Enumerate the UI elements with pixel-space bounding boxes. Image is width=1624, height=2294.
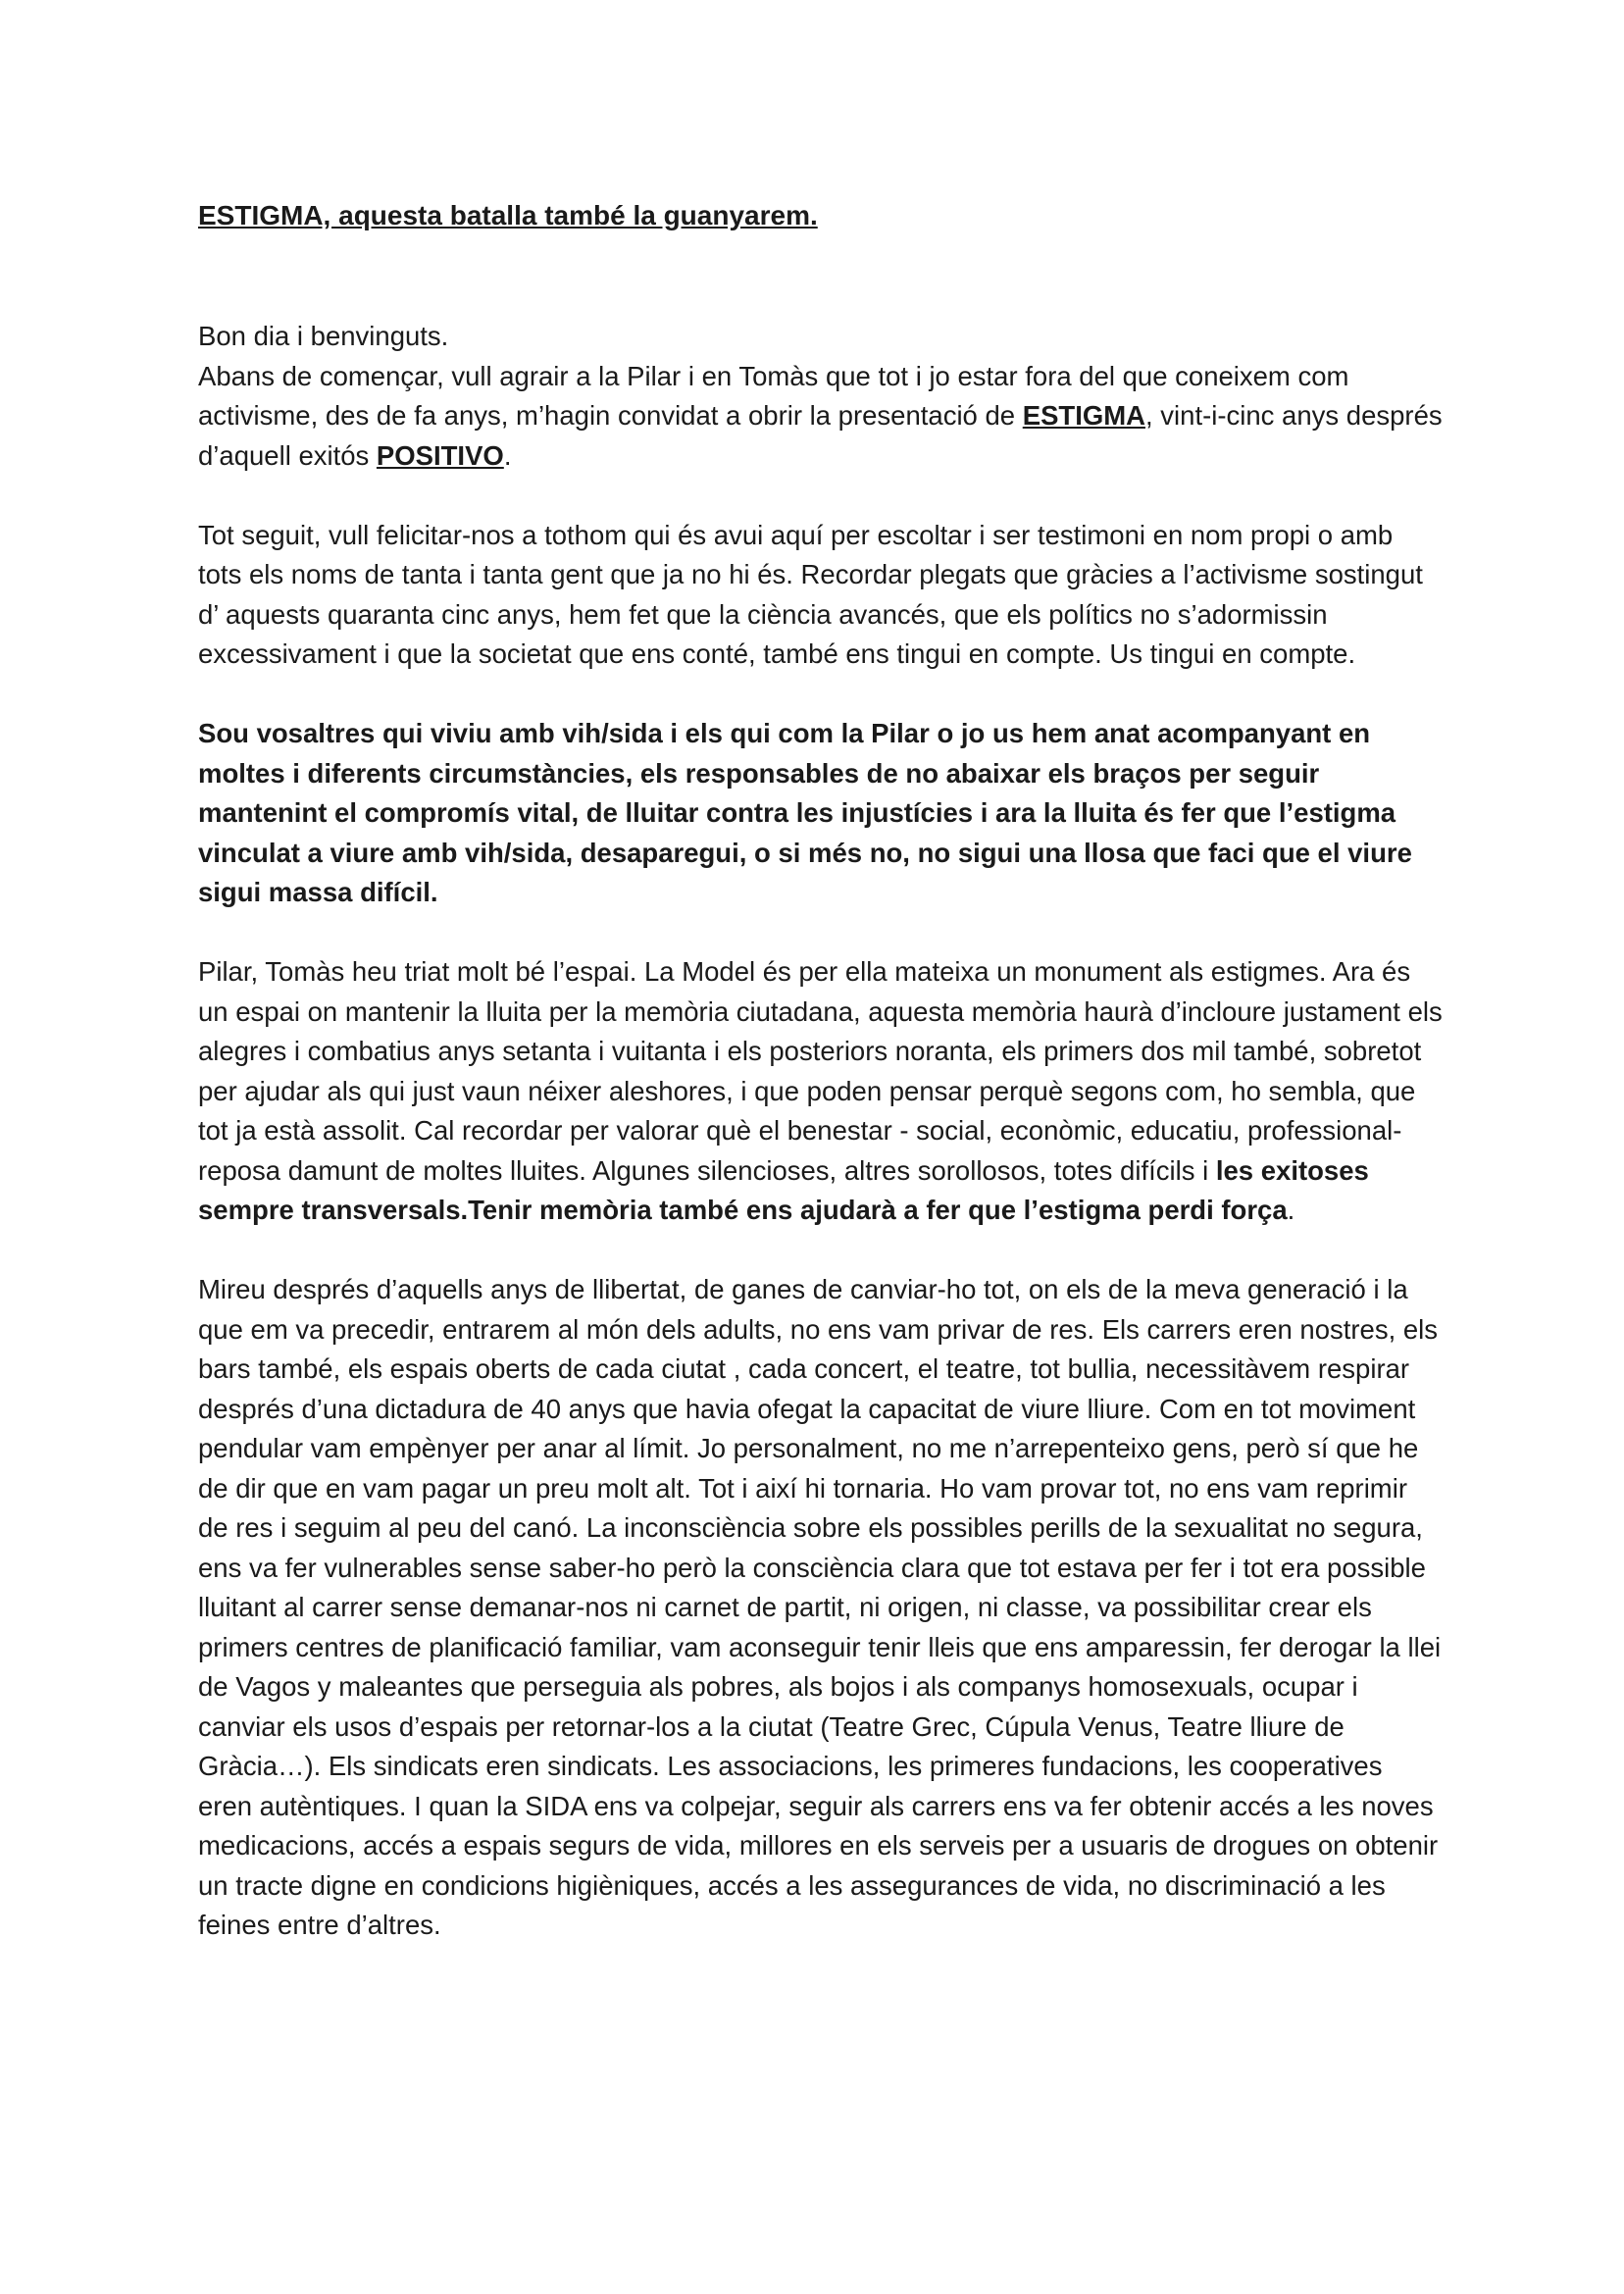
model-text-a: Pilar, Tomàs heu triat molt bé l’espai. La Model és per ella mateixa un monument als estigmes. Ara és un espai on mantenir la lluita per la memòria ciutadana, aquesta memòria haurà d’incloure justament els alegres i combatius anys setanta i vuitanta i els posteriors noranta, els primers dos mil també, sobretot per ajudar als qui just vaun néixer aleshores, i que poden pensar perquè segons com, ho sembla, que tot ja està assolit. Cal recordar per valorar què el benestar - social, econòmic, educatiu, professional- reposa damunt de moltes lluites. Algunes silencioses, altres sorollosos, totes difícils i bbox=[198, 956, 1443, 1186]
paragraph-responsibility: Sou vosaltres qui viviu amb vih/sida i els qui com la Pilar o jo us hem anat acompanyant en moltes i diferents circumstàncies, els responsables de no abaixar els braços per seguir mantenint el compromís vital, de lluitar contra les injustícies i ara la lluita és fer que l’estigma vinculat a viure amb vih/sida, desaparegui, o si més no, no sigui una llosa que faci que el viure sigui massa difícil. bbox=[198, 718, 1412, 907]
intro-text-c: . bbox=[503, 439, 512, 471]
spacer bbox=[198, 913, 1444, 953]
paragraph-memory: Mireu després d’aquells anys de llibertat, de ganes de canviar-ho tot, on els de la meva generació i la que em va precedir, entrarem al món dels adults, no ens vam privar de res. Els carrers eren nostres, els bars també, els espais oberts de cada ciutat , cada concert, el teatre, tot bullia, necessitàvem respirar després d’una dictadura de 40 anys que havia ofegat la capacitat de viure lliure. Com en tot moviment pendular vam empènyer per anar al límit. Jo personalment, no me n’arrepenteixo gens, però sí que he de dir que en vam pagar un preu molt alt. Tot i així hi tornaria. Ho vam provar tot, no ens vam reprimir de res i seguim al peu del canó. La inconsciència sobre els possibles perills de la sexualitat no segura, ens va fer vulnerables sense saber-ho però la consciència clara que tot estava per fer i tot era possible lluitant al carrer sense demanar-nos ni carnet de partit, ni origen, ni classe, va possibilitar crear els primers centres de planificació familiar, vam aconseguir tenir lleis que ens amparessin, fer derogar la llei de Vagos y maleantes que perseguia als pobres, als bojos i als companys homosexuals, ocupar i canviar els usos d’espais per retornar-los a la ciutat (Teatre Grec, Cúpula Venus, Teatre lliure de Gràcia…). Els sindicats eren sindicats. Les associacions, les primeres fundacions, les cooperatives eren autèntiques. I quan la SIDA ens va colpejar, seguir als carrers ens va fer obtenir accés a les noves medicacions, accés a espais segurs de vida, millores en els serveis per a usuaris de drogues on obtenir un tracte digne en condicions higièniques, accés a les assegurances de vida, no discriminació a les feines entre d’altres. bbox=[198, 1274, 1442, 1940]
spacer bbox=[198, 675, 1444, 715]
spacer bbox=[198, 1231, 1444, 1271]
intro-text-a: Abans de començar, vull agrair a la Pilar i en Tomàs que tot i jo estar fora del que coneixem com activisme, des de fa anys, m’hagin convidat a obrir la presentació de bbox=[198, 360, 1349, 431]
model-text-b: . bbox=[1287, 1195, 1295, 1225]
intro-text-b: , vint-i-cinc anys després d’aquell exitós bbox=[198, 400, 1443, 471]
spacer bbox=[198, 476, 1444, 516]
model-bold-text: les exitoses sempre transversals.Tenir memòria també ens ajudarà a fer que l’estigma perdi força bbox=[198, 1154, 1369, 1225]
document-title: ESTIGMA, aquesta batalla també la guanyarem. bbox=[198, 200, 818, 230]
paragraph-congratulations: Tot seguit, vull felicitar-nos a tothom qui és avui aquí per escoltar i ser testimoni en nom propi o amb tots els noms de tanta i tanta gent que ja no hi és. Recordar plegats que gràcies a l’activisme sostingut d’ aquests quaranta cinc anys, hem fet que la ciència avancés, que els polítics no s’adormissin excessivament i que la societat que ens conté, també ens tingui en compte. Us tingui en compte. bbox=[198, 519, 1423, 669]
greeting-line: Bon dia i benvinguts. bbox=[198, 321, 449, 351]
document-page bbox=[198, 196, 1444, 1946]
estigma-link: ESTIGMA bbox=[1022, 400, 1146, 431]
paragraph-intro bbox=[198, 357, 1444, 477]
positivo-link: POSITIVO bbox=[376, 439, 504, 471]
spacer bbox=[198, 235, 1444, 317]
paragraph-model bbox=[198, 952, 1444, 1231]
